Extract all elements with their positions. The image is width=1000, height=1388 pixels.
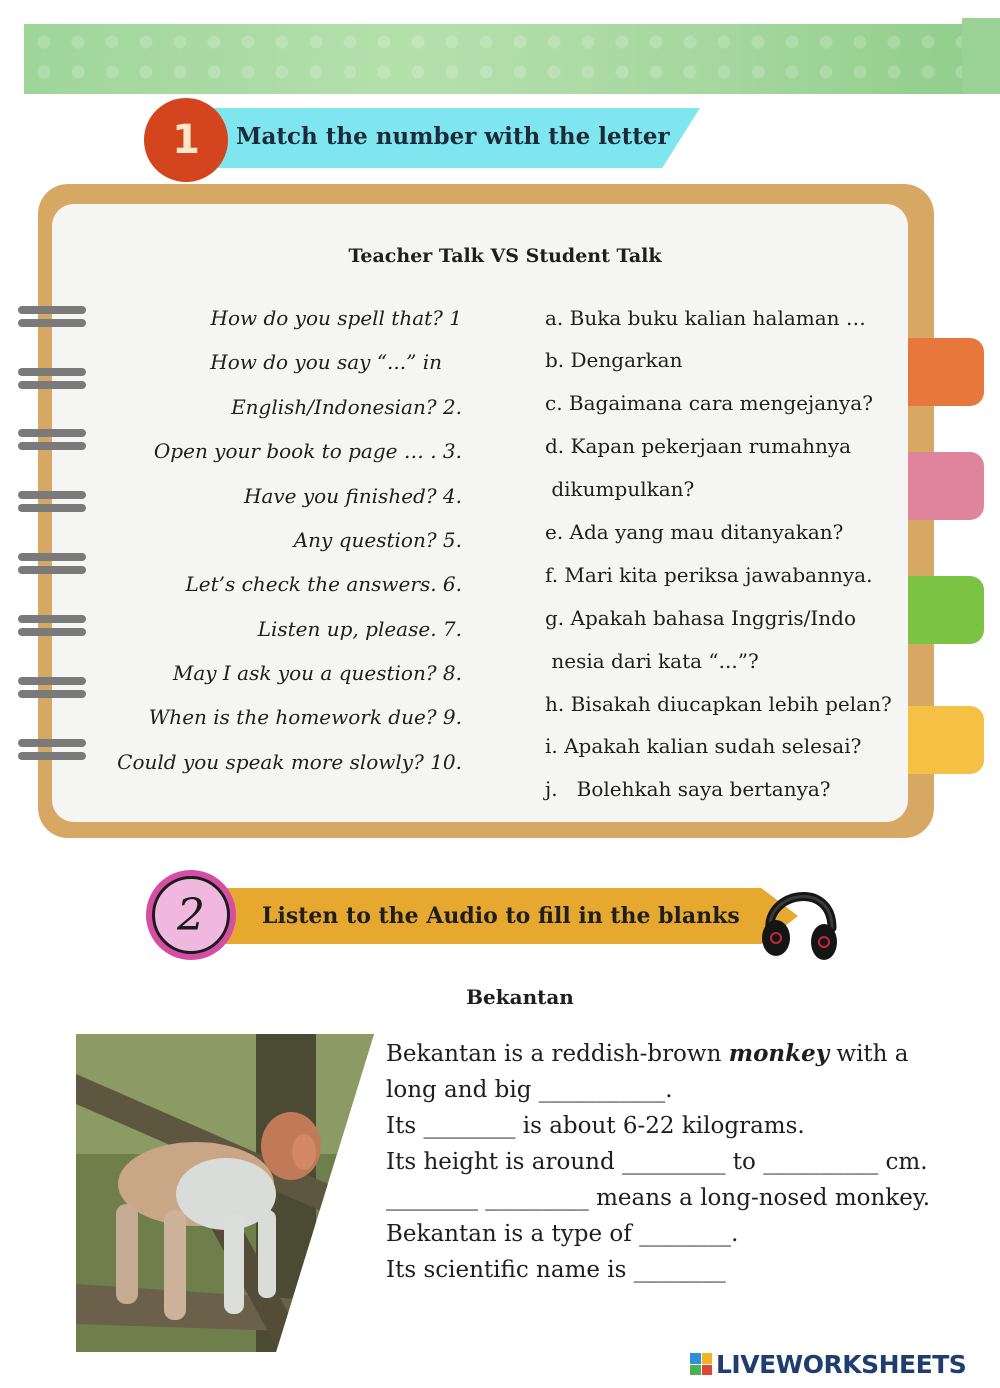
spiral-ring: [18, 553, 86, 561]
answer-line: j. Bolehkah saya bertanya?: [545, 777, 831, 801]
spiral-ring: [18, 306, 86, 314]
question-line: Let’s check the answers. 6.: [185, 572, 462, 596]
paragraph-line-5[interactable]: ________ _________ means a long-nosed monkey.: [386, 1185, 931, 1211]
brand-footer[interactable]: [690, 1346, 990, 1382]
notebook-heading: Teacher Talk VS Student Talk: [348, 245, 662, 267]
spiral-ring: [18, 429, 86, 437]
spiral-ring: [18, 615, 86, 623]
notebook-tab-green: [908, 576, 984, 644]
section2-number-badge: [146, 870, 236, 960]
emphasized-word: monkey: [728, 1040, 830, 1067]
liveworksheets-logo-icon: [690, 1353, 712, 1375]
question-line: Listen up, please. 7.: [257, 617, 462, 641]
answer-line: nesia dari kata “...”?: [545, 649, 759, 673]
proboscis-monkey-photo: [76, 1034, 374, 1352]
paragraph-line-1: [386, 1036, 946, 1072]
paragraph-line-7[interactable]: Its scientific name is ________: [386, 1257, 726, 1283]
paragraph-line-3[interactable]: Its ________ is about 6-22 kilograms.: [386, 1113, 805, 1139]
top-banner: [24, 24, 1000, 94]
question-line: When is the homework due? 9.: [148, 705, 462, 729]
text-segment: with a: [829, 1041, 909, 1067]
question-line: Any question? 5.: [293, 528, 462, 552]
answer-line: a. Buka buku kalian halaman …: [545, 306, 866, 330]
question-line: How do you say “...” in: [210, 350, 442, 374]
spiral-ring: [18, 739, 86, 747]
section2-title: Listen to the Audio to fill in the blanks: [262, 903, 740, 929]
banner-tab-end: [962, 18, 1000, 94]
spiral-ring: [18, 677, 86, 685]
answer-line: d. Kapan pekerjaan rumahnya: [545, 434, 852, 458]
text-segment: Bekantan is a reddish-brown: [386, 1041, 729, 1067]
paragraph-line-6[interactable]: Bekantan is a type of ________.: [386, 1221, 739, 1247]
section1-number-badge: 1: [144, 98, 228, 182]
answer-line: c. Bagaimana cara mengejanya?: [545, 391, 873, 415]
story-title: Bekantan: [466, 985, 574, 1009]
answer-line: dikumpulkan?: [545, 477, 695, 501]
answer-line: e. Ada yang mau ditanyakan?: [545, 520, 844, 544]
answer-line: f. Mari kita periksa jawabannya.: [545, 563, 873, 587]
question-line: How do you spell that? 1: [210, 306, 462, 330]
headphones-icon[interactable]: [758, 872, 840, 966]
answer-line: b. Dengarkan: [545, 348, 683, 372]
notebook-tab-pink: [908, 452, 984, 520]
spiral-ring: [18, 491, 86, 499]
paragraph-line-4[interactable]: Its height is around _________ to __________ cm.: [386, 1149, 928, 1175]
answer-line: g. Apakah bahasa Inggris/Indo: [545, 606, 857, 630]
paragraph-line-2[interactable]: long and big ___________.: [386, 1077, 673, 1103]
question-line: Have you finished? 4.: [244, 484, 462, 508]
section1-title: Match the number with the letter: [236, 123, 670, 150]
brand-name: LIVEWORKSHEETS: [716, 1349, 967, 1379]
question-line: May I ask you a question? 8.: [172, 661, 462, 685]
notebook-tab-orange: [908, 338, 984, 406]
section2-number: 2: [152, 876, 230, 954]
question-line: English/Indonesian? 2.: [231, 395, 462, 419]
answer-line: i. Apakah kalian sudah selesai?: [545, 734, 862, 758]
question-line: Open your book to page … . 3.: [153, 439, 462, 463]
question-line: Could you speak more slowly? 10.: [117, 750, 462, 774]
answer-line: h. Bisakah diucapkan lebih pelan?: [545, 692, 892, 716]
notebook-tab-yellow: [908, 706, 984, 774]
